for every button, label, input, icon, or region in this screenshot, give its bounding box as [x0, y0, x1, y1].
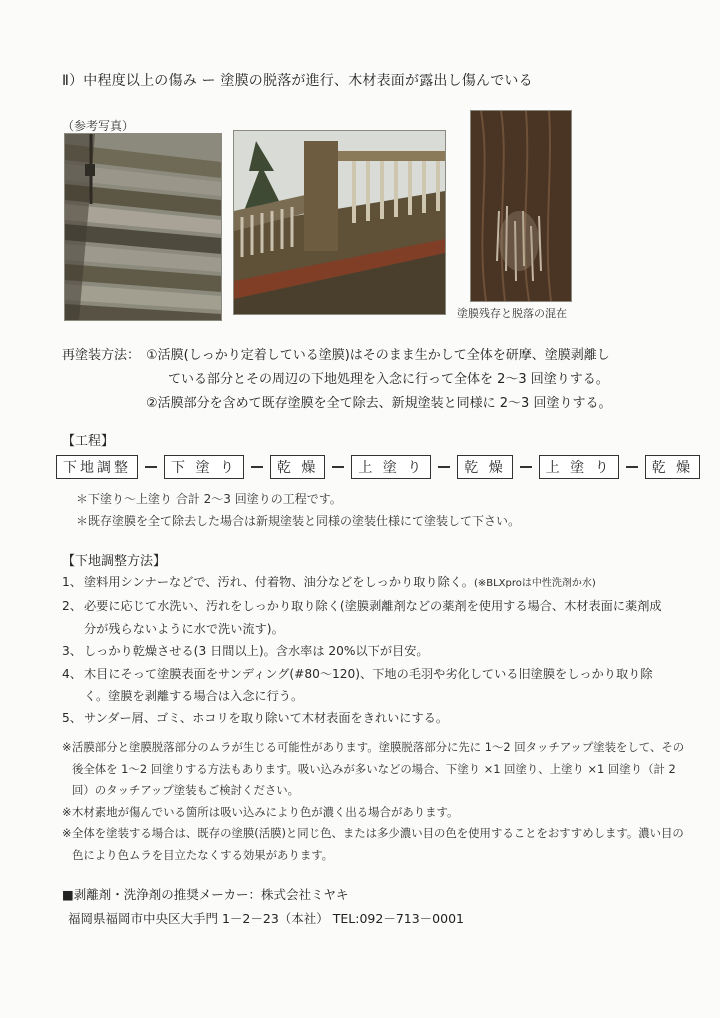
process-notes	[76, 488, 520, 532]
repaint-method	[62, 344, 611, 416]
remark-text: 全体を塗装する場合は、既存の塗膜(活膜)と同じ色、または多少濃い目の色を使用することをおすすめします。濃い目の色により色ムラを目立たなくする効果があります。	[72, 826, 684, 862]
step-text: しっかり乾燥させる(3 日間以上)。含水率は 20%以下が目安。	[84, 644, 429, 659]
process-step: 上 塗 り	[351, 455, 431, 479]
list-item	[62, 707, 672, 729]
step-number: 5、	[62, 711, 82, 726]
maker-address: 福岡県福岡市中央区大手門 1－2－23（本社） TEL:092－713－0001	[68, 911, 464, 926]
process-title: 【工程】	[62, 434, 115, 449]
deck-boards-photo	[64, 133, 222, 321]
process-step: 下地調整	[56, 455, 138, 479]
repaint-label: 再塗装方法：	[62, 348, 141, 363]
remark-mark: ※	[62, 740, 72, 754]
list-item	[62, 640, 672, 662]
process-arrow	[332, 466, 344, 468]
process-arrow	[251, 466, 263, 468]
list-item	[62, 571, 672, 595]
step-note: (※BLXproは中性洗剤か水)	[473, 578, 596, 589]
maker-name: ■剥離剤・洗浄剤の推奨メーカー：株式会社ミヤキ	[62, 887, 349, 902]
remark	[62, 802, 692, 824]
section-heading: Ⅱ）中程度以上の傷み ー 塗膜の脱落が進行、木材表面が露出し傷んでいる	[62, 73, 533, 89]
remark-text: 活膜部分と塗膜脱落部分のムラが生じる可能性があります。塗膜脱落部分に先に 1～2 回タッチアップ塗装をして、その後全体を 1～2 回塗りする方法もあります。吸い込みが多いなどの場合、下塗り ×1 回塗り、上塗り ×1 回塗り（計 2 回）のタッチアップ塗装もご検討ください。	[72, 740, 685, 798]
process-flow	[56, 455, 700, 479]
wood-closeup-photo	[470, 110, 572, 302]
process-step: 上 塗 り	[539, 455, 619, 479]
maker-info	[62, 883, 464, 931]
step-number: 2、	[62, 599, 82, 614]
process-step: 下 塗 り	[164, 455, 244, 479]
repaint-line-2: ている部分とその周辺の下地処理を入念に行って全体を 2～3 回塗りする。	[168, 372, 609, 387]
list-item	[62, 663, 672, 708]
remark	[62, 737, 692, 802]
preparation-steps	[62, 571, 672, 730]
step-text: サンダー屑、ゴミ、ホコリを取り除いて木材表面をきれいにする。	[84, 711, 449, 726]
step-number: 4、	[62, 666, 82, 681]
step-text: 必要に応じて水洗い、汚れをしっかり取り除く(塗膜剥離剤などの薬剤を使用する場合、木材表面に薬剤成分が残らないように水で洗い流す)。	[84, 599, 662, 636]
process-step: 乾 燥	[457, 455, 512, 479]
list-item	[62, 595, 672, 640]
process-note: ＊既存塗膜を全て除去した場合は新規塗装と同様の塗装仕様にて塗装して下さい。	[76, 514, 521, 528]
step-number: 1、	[62, 575, 82, 589]
process-arrow	[145, 466, 157, 468]
process-step: 乾 燥	[270, 455, 325, 479]
remark-mark: ※	[62, 804, 72, 819]
repaint-line-1: ①活膜(しっかり定着している塗膜)はそのまま生かして全体を研摩、塗膜剥離し	[146, 348, 610, 363]
step-text: 木目にそって塗膜表面をサンディング(#80～120)、下地の毛羽や劣化している旧塗膜をしっかり取り除く。塗膜を剥離する場合は入念に行う。	[84, 666, 653, 704]
process-arrow	[520, 466, 532, 468]
remark-mark: ※	[62, 826, 72, 841]
preparation-title: 【下地調整方法】	[62, 554, 167, 569]
step-text: 塗料用シンナーなどで、汚れ、付着物、油分などをしっかり取り除く。	[84, 575, 474, 589]
process-note: ＊下塗り～上塗り 合計 2～3 回塗りの工程です。	[76, 492, 342, 506]
reference-photo-label: （参考写真）	[62, 119, 135, 133]
step-number: 3、	[62, 644, 82, 659]
repaint-line-3: ②活膜部分を含めて既存塗膜を全て除去、新規塗装と同様に 2～3 回塗りする。	[146, 396, 612, 411]
process-arrow	[438, 466, 450, 468]
photo-caption: 塗膜残存と脱落の混在	[457, 307, 567, 320]
remark-text: 木材素地が傷んでいる箇所は吸い込みにより色が濃く出る場合があります。	[72, 804, 459, 819]
process-arrow	[626, 466, 638, 468]
process-step: 乾 燥	[645, 455, 700, 479]
deck-railing-photo	[233, 130, 446, 315]
remark	[62, 823, 692, 866]
remarks	[62, 737, 692, 867]
